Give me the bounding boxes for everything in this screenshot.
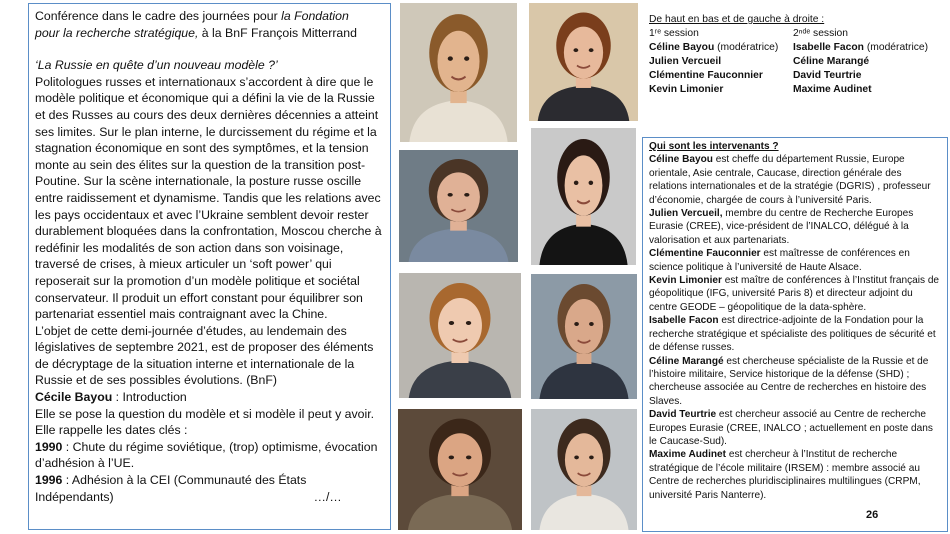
intro-paragraph-2: L’objet de cette demi-journée d’études, au lendemain des législatives de septembre 2021, est de proposer des éléments de décryptage de la situation interne et internationale de la Russie et de ses possibles évolutions. (BnF) bbox=[35, 323, 374, 388]
speaker-order bbox=[649, 13, 947, 97]
portrait-eye bbox=[574, 322, 579, 326]
portrait-photo bbox=[399, 150, 518, 262]
speaker-bio: Maxime Audinet est chercheur à l’Institut de recherche stratégique de l’école militaire (IRSEM) : membre associé au Centre de recherches pluridisciplinaires multilingues (CRPM, université Paris Nanterre). bbox=[649, 449, 921, 501]
portrait-illustration bbox=[531, 274, 637, 399]
page-number: 26 bbox=[866, 509, 879, 521]
portrait-photo bbox=[399, 273, 521, 398]
conference-description bbox=[28, 3, 391, 530]
key-date-1: 1990 : Chute du régime soviétique, (trop) optimisme, évocation d’adhésion à l’UE. bbox=[35, 439, 378, 471]
portrait-photo bbox=[398, 409, 522, 530]
portrait-illustration bbox=[531, 128, 636, 265]
portrait-illustration bbox=[399, 273, 521, 398]
portrait-photo bbox=[531, 274, 637, 399]
speakers-title: Qui sont les intervenants ? bbox=[649, 141, 779, 152]
portrait-eye bbox=[449, 455, 454, 459]
portrait-face bbox=[437, 31, 479, 92]
portrait-face bbox=[565, 433, 603, 486]
portrait-eye bbox=[574, 455, 579, 459]
portrait-eye bbox=[448, 56, 453, 60]
intro-paragraph-1: Politologues russes et internationaux s’accordent à dire que le modèle politique et économique qui a défini la vie de la Russie et des Russes au cours des deux dernières décennies a atteint ses limites. Sur le plan interne, le durcissement du régime et la stagnation économique en sont des symptômes, et la tension monte au sein des élites sur la question de la transition post-Poutine. Sur la scène internationale, la posture russe oscille entre raidissement et dynamisme. Tandis que les relations avec les pays occidentaux et avec l’Ukraine semblent devoir rester durablement bloquées dans la confrontation, Moscou cherche à redéfinir les modalités de son action dans son voisinage, traversé de crises, à mieux articuler un ‘soft power’ qui reposerait sur la promotion d’un modèle politique et sociétal conservateur. Il produit un effort constant pour équilibrer son partenariat essentiel mais contraignant avec la Chine. bbox=[35, 74, 382, 322]
intro-line-a: Elle se pose la question du modèle et si modèle il peut y avoir. bbox=[35, 406, 375, 421]
portrait-eye bbox=[464, 193, 469, 197]
portrait-illustration bbox=[531, 409, 637, 530]
portrait-eye bbox=[466, 455, 471, 459]
portrait-face bbox=[564, 27, 603, 79]
speakers-box bbox=[642, 137, 948, 532]
portrait-illustration bbox=[398, 409, 522, 530]
portrait-illustration bbox=[400, 3, 517, 142]
portrait-eye bbox=[448, 193, 453, 197]
portrait-face bbox=[438, 298, 482, 353]
session-1-label: 1ʳᵉ session bbox=[649, 28, 699, 39]
portrait-face bbox=[565, 299, 603, 354]
portrait-face bbox=[437, 172, 480, 221]
session-2-label: 2ⁿᵈᵉ session bbox=[793, 28, 848, 39]
portrait-photo bbox=[529, 3, 638, 121]
portrait-photo bbox=[531, 409, 637, 530]
portrait-face bbox=[565, 155, 603, 215]
portrait-eye bbox=[573, 48, 578, 52]
speaker-bio: Julien Vercueil, membre du centre de Recherche Europes Eurasie (CREE), vice-président de l’INALCO, délégué à la valorisation et aux partenariats. bbox=[649, 208, 914, 246]
speaker-bio: Isabelle Facon est directrice-adjointe de la Fondation pour la recherche stratégique et spécialiste des politiques de sécurité et de défense russes. bbox=[649, 315, 936, 354]
speaker-bio: Céline Marangé est chercheuse spécialiste de la Russie et de l’histoire militaire, Service historique de la défense (SHD) ; chercheuse associée au Centre de recherches en histoire des Slaves. bbox=[649, 355, 929, 407]
intro-line-b: Elle rappelle les dates clés : bbox=[35, 423, 188, 438]
portrait-illustration bbox=[529, 3, 638, 121]
portrait-eye bbox=[449, 321, 454, 325]
portrait-eye bbox=[466, 321, 471, 325]
key-date-2-continued: Indépendants) …/… bbox=[35, 489, 342, 504]
conference-subtitle: ‘La Russie en quête d’un nouveau modèle ?’ bbox=[35, 58, 278, 73]
portrait-eye bbox=[589, 455, 594, 459]
portrait-eye bbox=[574, 181, 579, 185]
speaker-bio: Kevin Limonier est maître de conférences à l’Institut français de géopolitique (IFG, université Paris 8) et directeur adjoint du centre GEODE – géopolitique de la data-sphère. bbox=[649, 275, 940, 313]
portrait-illustration bbox=[399, 150, 518, 262]
speaker-bio: Céline Bayou est cheffe du département Russie, Europe orientale, Asie centrale, Caucase, direction générale des relations internationales et de la stratégie (DGRIS) , professeur d’économie, chargée de cours à l’université Paris. bbox=[649, 154, 931, 206]
order-title: De haut en bas et de gauche à droite : bbox=[649, 14, 825, 25]
portrait-photo bbox=[531, 128, 636, 265]
continuation-mark: …/… bbox=[313, 489, 342, 504]
key-date-2: 1996 : Adhésion à la CEI (Communauté des États bbox=[35, 473, 307, 488]
portrait-eye bbox=[464, 56, 469, 60]
portrait-eye bbox=[589, 181, 594, 185]
speaker-bio: Clémentine Fauconnier est maîtresse de conférences en science politique à l’université de Haute Alsace. bbox=[649, 248, 910, 273]
portrait-eye bbox=[589, 322, 594, 326]
speaker-intro-line: Cécile Bayou : Introduction bbox=[35, 390, 187, 405]
portrait-face bbox=[438, 433, 483, 486]
order-grid: 1ʳᵉ session 2ⁿᵈᵉ session Céline Bayou (modératrice) Isabelle Facon (modératrice) Julien Vercueil Céline Marangé Clémentine Fauconnier David Teurtrie Kevin Limonier Maxime Audinet bbox=[649, 27, 947, 97]
intro-line-1: Conférence dans le cadre des journées pour la Fondation bbox=[35, 9, 349, 23]
portrait-eye bbox=[589, 48, 594, 52]
portrait-photo bbox=[400, 3, 517, 142]
intro-line-2: pour la recherche stratégique, à la BnF François Mitterrand bbox=[35, 25, 357, 40]
speaker-bio: David Teurtrie est chercheur associé au Centre de recherche Europes Eurasie (CREE, INALCO ; actuellement en poste dans le Caucase-Sud). bbox=[649, 409, 933, 447]
